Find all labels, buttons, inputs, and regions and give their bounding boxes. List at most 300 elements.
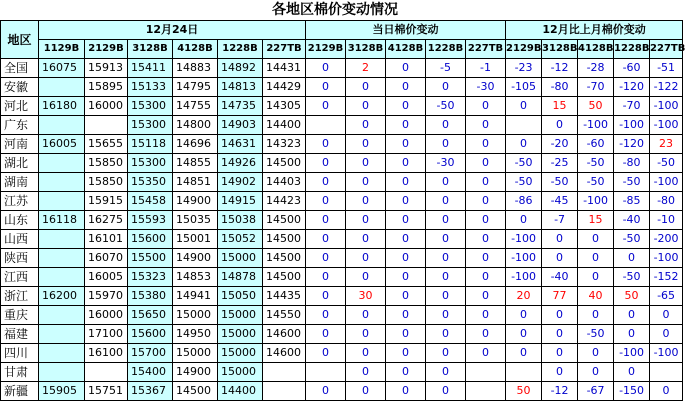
- price-cell: 14950: [173, 325, 218, 344]
- price-grade-header: 4128B: [173, 40, 218, 59]
- price-grade-header: 2129B: [85, 40, 128, 59]
- price-cell: 14631: [218, 135, 263, 154]
- daily-grade-header: 227TB: [466, 40, 506, 59]
- table-row: [1, 97, 683, 116]
- daily-change-cell: -30: [426, 154, 466, 173]
- monthly-change-cell: -40: [542, 268, 578, 287]
- monthly-change-cell: 0: [578, 363, 614, 382]
- monthly-change-cell: 0: [614, 249, 650, 268]
- monthly-change-cell: -20: [542, 135, 578, 154]
- table-row: [1, 173, 683, 192]
- daily-change-cell: -1: [466, 59, 506, 78]
- monthly-change-cell: 0: [542, 306, 578, 325]
- monthly-change-cell: 0: [578, 344, 614, 363]
- price-cell: 15052: [218, 230, 263, 249]
- price-grade-header: 3128B: [128, 40, 173, 59]
- monthly-grade-header: 1228B: [614, 40, 650, 59]
- price-cell: 16101: [85, 230, 128, 249]
- price-cell: 14900: [173, 192, 218, 211]
- price-cell: 15650: [128, 306, 173, 325]
- table-row: [1, 116, 683, 135]
- monthly-change-cell: -50: [506, 154, 542, 173]
- region-cell: 四川: [1, 344, 39, 363]
- daily-change-cell: 0: [386, 173, 426, 192]
- price-cell: 14431: [263, 59, 306, 78]
- region-cell: 福建: [1, 325, 39, 344]
- monthly-change-cell: 0: [614, 363, 650, 382]
- daily-change-cell: 0: [426, 268, 466, 287]
- price-cell: [85, 363, 128, 382]
- table-row: [1, 325, 683, 344]
- monthly-change-cell: -100: [650, 97, 683, 116]
- price-cell: 16000: [85, 97, 128, 116]
- price-cell: [39, 230, 85, 249]
- daily-change-cell: 0: [346, 116, 386, 135]
- table-row: [1, 363, 683, 382]
- price-cell: 15905: [39, 382, 85, 401]
- monthly-change-cell: -40: [614, 211, 650, 230]
- monthly-change-cell: 0: [578, 268, 614, 287]
- daily-change-cell: -30: [466, 78, 506, 97]
- daily-change-cell: 0: [386, 363, 426, 382]
- daily-change-cell: 0: [426, 116, 466, 135]
- daily-change-cell: 0: [346, 344, 386, 363]
- region-cell: 山西: [1, 230, 39, 249]
- price-cell: 15600: [128, 230, 173, 249]
- price-cell: 15593: [128, 211, 173, 230]
- monthly-change-cell: -65: [650, 287, 683, 306]
- daily-change-cell: 0: [466, 97, 506, 116]
- monthly-change-cell: -100: [506, 230, 542, 249]
- monthly-change-cell: -100: [614, 344, 650, 363]
- price-cell: 15000: [173, 306, 218, 325]
- daily-change-cell: 0: [426, 325, 466, 344]
- price-cell: 15655: [85, 135, 128, 154]
- monthly-change-cell: -150: [614, 382, 650, 401]
- region-header: 地区: [1, 21, 39, 59]
- price-cell: 15400: [128, 363, 173, 382]
- daily-change-cell: 0: [346, 363, 386, 382]
- monthly-grade-header: 227TB: [650, 40, 683, 59]
- daily-change-cell: 0: [386, 344, 426, 363]
- monthly-change-cell: -100: [650, 249, 683, 268]
- price-cell: 14900: [173, 363, 218, 382]
- monthly-change-cell: -50: [542, 173, 578, 192]
- monthly-change-cell: -80: [542, 78, 578, 97]
- daily-change-cell: 0: [426, 173, 466, 192]
- monthly-change-cell: -23: [506, 59, 542, 78]
- daily-change-cell: 0: [386, 211, 426, 230]
- monthly-change-cell: -100: [506, 249, 542, 268]
- price-cell: 16005: [85, 268, 128, 287]
- daily-change-cell: 0: [346, 249, 386, 268]
- monthly-change-cell: 0: [578, 249, 614, 268]
- daily-change-cell: 0: [386, 154, 426, 173]
- monthly-change-cell: -67: [578, 382, 614, 401]
- monthly-change-cell: 0: [542, 116, 578, 135]
- daily-change-cell: 0: [466, 116, 506, 135]
- price-cell: 16180: [39, 97, 85, 116]
- table-row: [1, 135, 683, 154]
- monthly-change-cell: -80: [650, 192, 683, 211]
- monthly-change-cell: 0: [506, 97, 542, 116]
- region-cell: 湖南: [1, 173, 39, 192]
- table-row: [1, 78, 683, 97]
- monthly-change-cell: -120: [614, 135, 650, 154]
- monthly-grade-header: 3128B: [542, 40, 578, 59]
- price-cell: 14429: [263, 78, 306, 97]
- monthly-change-cell: 15: [578, 211, 614, 230]
- daily-change-cell: 0: [306, 268, 346, 287]
- price-cell: 15350: [128, 173, 173, 192]
- daily-change-cell: 0: [466, 249, 506, 268]
- price-cell: 15300: [128, 116, 173, 135]
- price-cell: 15000: [218, 344, 263, 363]
- price-cell: 15323: [128, 268, 173, 287]
- table-row: [1, 192, 683, 211]
- price-cell: 15000: [218, 325, 263, 344]
- region-cell: 重庆: [1, 306, 39, 325]
- daily-change-cell: 0: [346, 325, 386, 344]
- monthly-change-cell: -100: [650, 173, 683, 192]
- price-cell: 16005: [39, 135, 85, 154]
- monthly-change-cell: 0: [506, 306, 542, 325]
- price-cell: 16275: [85, 211, 128, 230]
- price-cell: [39, 306, 85, 325]
- price-cell: 14323: [263, 135, 306, 154]
- price-cell: 15915: [85, 192, 128, 211]
- price-cell: 15700: [128, 344, 173, 363]
- daily-change-cell: 0: [426, 306, 466, 325]
- monthly-change-cell: 77: [542, 287, 578, 306]
- daily-change-cell: 0: [306, 59, 346, 78]
- monthly-change-cell: 0: [506, 211, 542, 230]
- price-cell: [39, 192, 85, 211]
- monthly-change-cell: [506, 116, 542, 135]
- price-cell: 14795: [173, 78, 218, 97]
- table-row: [1, 306, 683, 325]
- daily-change-cell: 0: [386, 59, 426, 78]
- monthly-change-cell: 15: [542, 97, 578, 116]
- daily-change-cell: [466, 382, 506, 401]
- price-cell: 14600: [263, 325, 306, 344]
- monthly-change-cell: [506, 363, 542, 382]
- monthly-change-cell: 0: [542, 363, 578, 382]
- monthly-change-cell: -50: [578, 154, 614, 173]
- daily-change-cell: 0: [306, 154, 346, 173]
- table-body: [1, 59, 683, 401]
- price-cell: 14400: [263, 116, 306, 135]
- monthly-change-cell: -45: [542, 192, 578, 211]
- price-cell: 14400: [218, 382, 263, 401]
- price-cell: [39, 325, 85, 344]
- price-cell: [39, 249, 85, 268]
- daily-change-cell: 0: [306, 173, 346, 192]
- price-cell: [39, 268, 85, 287]
- daily-change-cell: 0: [426, 211, 466, 230]
- page-title: 各地区棉价变动情况: [272, 2, 398, 18]
- price-cell: 14550: [263, 306, 306, 325]
- price-cell: 16000: [85, 306, 128, 325]
- daily-change-cell: 0: [466, 135, 506, 154]
- price-cell: [263, 363, 306, 382]
- monthly-change-cell: -100: [614, 116, 650, 135]
- daily-change-cell: 0: [346, 211, 386, 230]
- daily-change-cell: [466, 363, 506, 382]
- price-cell: [39, 116, 85, 135]
- monthly-change-cell: 0: [578, 230, 614, 249]
- price-cell: [39, 173, 85, 192]
- monthly-change-cell: 40: [578, 287, 614, 306]
- monthly-change-cell: 0: [542, 230, 578, 249]
- daily-change-cell: 0: [426, 249, 466, 268]
- monthly-change-cell: -100: [650, 116, 683, 135]
- monthly-change-cell: [650, 363, 683, 382]
- price-cell: [263, 382, 306, 401]
- monthly-change-cell: -50: [506, 173, 542, 192]
- daily-change-cell: 0: [306, 287, 346, 306]
- header-row-grades: [1, 40, 683, 59]
- monthly-change-cell: -100: [650, 344, 683, 363]
- daily-change-cell: 0: [466, 287, 506, 306]
- daily-grade-header: 4128B: [386, 40, 426, 59]
- price-cell: 15850: [85, 154, 128, 173]
- daily-change-cell: 0: [306, 325, 346, 344]
- monthly-change-cell: -70: [614, 97, 650, 116]
- monthly-change-cell: -105: [506, 78, 542, 97]
- price-cell: 15000: [173, 344, 218, 363]
- table-row: [1, 287, 683, 306]
- price-cell: 14900: [173, 249, 218, 268]
- price-cell: 14903: [218, 116, 263, 135]
- price-cell: 15913: [85, 59, 128, 78]
- monthly-change-cell: -10: [650, 211, 683, 230]
- monthly-change-cell: -50: [650, 154, 683, 173]
- header-row-groups: [1, 21, 683, 40]
- monthly-change-cell: -152: [650, 268, 683, 287]
- monthly-change-cell: -50: [578, 325, 614, 344]
- price-grade-header: 227TB: [263, 40, 306, 59]
- monthly-grade-header: 2129B: [506, 40, 542, 59]
- price-cell: 14305: [263, 97, 306, 116]
- daily-change-cell: 0: [306, 97, 346, 116]
- daily-grade-header: 1228B: [426, 40, 466, 59]
- daily-change-cell: 0: [466, 192, 506, 211]
- monthly-change-cell: -7: [542, 211, 578, 230]
- daily-change-cell: 0: [346, 135, 386, 154]
- daily-change-cell: -50: [426, 97, 466, 116]
- daily-change-cell: 0: [386, 249, 426, 268]
- daily-change-cell: 0: [306, 230, 346, 249]
- monthly-change-cell: 0: [614, 325, 650, 344]
- daily-change-cell: 0: [386, 306, 426, 325]
- monthly-change-cell: 23: [650, 135, 683, 154]
- monthly-change-cell: 0: [542, 344, 578, 363]
- daily-change-cell: 0: [386, 268, 426, 287]
- monthly-change-cell: 50: [578, 97, 614, 116]
- price-cell: 16075: [39, 59, 85, 78]
- price-cell: 14813: [218, 78, 263, 97]
- price-cell: 16200: [39, 287, 85, 306]
- daily-change-cell: 0: [306, 192, 346, 211]
- monthly-change-cell: 0: [542, 325, 578, 344]
- region-cell: 甘肃: [1, 363, 39, 382]
- monthly-change-cell: -86: [506, 192, 542, 211]
- monthly-change-cell: -120: [614, 78, 650, 97]
- monthly-change-cell: -50: [614, 268, 650, 287]
- region-cell: 山东: [1, 211, 39, 230]
- daily-change-cell: 0: [386, 287, 426, 306]
- daily-change-cell: [306, 363, 346, 382]
- price-cell: 14435: [263, 287, 306, 306]
- price-cell: 14915: [218, 192, 263, 211]
- monthly-change-cell: -12: [542, 59, 578, 78]
- price-cell: 15000: [218, 363, 263, 382]
- daily-change-cell: 0: [346, 382, 386, 401]
- daily-change-cell: 0: [306, 211, 346, 230]
- table-row: [1, 268, 683, 287]
- daily-change-cell: 0: [346, 230, 386, 249]
- price-cell: 14878: [218, 268, 263, 287]
- monthly-change-cell: -50: [578, 173, 614, 192]
- monthly-change-cell: -70: [578, 78, 614, 97]
- monthly-change-cell: -25: [542, 154, 578, 173]
- price-cell: 14941: [173, 287, 218, 306]
- monthly-change-cell: -100: [578, 192, 614, 211]
- price-cell: 14500: [263, 249, 306, 268]
- price-grade-header: 1129B: [39, 40, 85, 59]
- daily-change-cell: 0: [466, 268, 506, 287]
- monthly-grade-header: 4128B: [578, 40, 614, 59]
- price-cell: 15300: [128, 97, 173, 116]
- monthly-change-cell: 0: [506, 344, 542, 363]
- price-cell: 14403: [263, 173, 306, 192]
- monthly-change-cell: 50: [506, 382, 542, 401]
- daily-change-cell: 0: [466, 344, 506, 363]
- monthly-change-cell: -200: [650, 230, 683, 249]
- group-header-daily-change: 当日棉价变动: [306, 21, 506, 40]
- daily-change-cell: 0: [386, 325, 426, 344]
- price-cell: 16100: [85, 344, 128, 363]
- daily-change-cell: 0: [466, 306, 506, 325]
- daily-change-cell: 0: [306, 135, 346, 154]
- daily-change-cell: 0: [426, 363, 466, 382]
- daily-change-cell: 0: [386, 97, 426, 116]
- daily-change-cell: 0: [346, 78, 386, 97]
- price-cell: 15411: [128, 59, 173, 78]
- monthly-change-cell: -12: [542, 382, 578, 401]
- daily-change-cell: 0: [306, 78, 346, 97]
- price-cell: 14500: [263, 211, 306, 230]
- price-cell: 16118: [39, 211, 85, 230]
- price-cell: 15458: [128, 192, 173, 211]
- daily-change-cell: 0: [426, 192, 466, 211]
- daily-change-cell: 0: [466, 325, 506, 344]
- price-cell: 15895: [85, 78, 128, 97]
- price-cell: 14500: [263, 154, 306, 173]
- price-cell: 15038: [218, 211, 263, 230]
- region-cell: 湖北: [1, 154, 39, 173]
- price-cell: 14500: [263, 268, 306, 287]
- daily-change-cell: 0: [386, 135, 426, 154]
- price-cell: 15500: [128, 249, 173, 268]
- monthly-change-cell: -60: [614, 59, 650, 78]
- daily-change-cell: 0: [386, 382, 426, 401]
- daily-change-cell: 0: [306, 249, 346, 268]
- price-cell: [39, 78, 85, 97]
- daily-change-cell: 30: [346, 287, 386, 306]
- monthly-change-cell: 50: [614, 287, 650, 306]
- table-row: [1, 382, 683, 401]
- price-cell: 15035: [173, 211, 218, 230]
- price-cell: 14696: [173, 135, 218, 154]
- monthly-change-cell: 0: [578, 306, 614, 325]
- daily-change-cell: 0: [426, 230, 466, 249]
- price-cell: 14851: [173, 173, 218, 192]
- daily-grade-header: 3128B: [346, 40, 386, 59]
- region-cell: 河北: [1, 97, 39, 116]
- region-cell: 浙江: [1, 287, 39, 306]
- price-cell: [39, 154, 85, 173]
- table-row: [1, 249, 683, 268]
- daily-change-cell: 0: [386, 116, 426, 135]
- monthly-change-cell: -80: [614, 154, 650, 173]
- price-cell: 15970: [85, 287, 128, 306]
- monthly-change-cell: 0: [650, 306, 683, 325]
- daily-change-cell: [306, 116, 346, 135]
- price-cell: [39, 363, 85, 382]
- monthly-change-cell: -122: [650, 78, 683, 97]
- price-cell: 14500: [173, 382, 218, 401]
- price-grade-header: 1228B: [218, 40, 263, 59]
- daily-change-cell: 2: [346, 59, 386, 78]
- monthly-change-cell: 0: [506, 135, 542, 154]
- daily-change-cell: 0: [386, 230, 426, 249]
- monthly-change-cell: 0: [506, 325, 542, 344]
- region-cell: 全国: [1, 59, 39, 78]
- region-cell: 陕西: [1, 249, 39, 268]
- table-row: [1, 344, 683, 363]
- daily-change-cell: 0: [386, 78, 426, 97]
- price-cell: 15850: [85, 173, 128, 192]
- daily-change-cell: 0: [346, 268, 386, 287]
- region-cell: 广东: [1, 116, 39, 135]
- daily-change-cell: 0: [346, 306, 386, 325]
- daily-change-cell: 0: [466, 154, 506, 173]
- monthly-change-cell: -60: [578, 135, 614, 154]
- monthly-change-cell: -50: [614, 230, 650, 249]
- daily-change-cell: 0: [466, 211, 506, 230]
- price-cell: 15000: [218, 249, 263, 268]
- daily-change-cell: 0: [466, 230, 506, 249]
- price-cell: 15367: [128, 382, 173, 401]
- daily-change-cell: 0: [346, 192, 386, 211]
- daily-change-cell: 0: [346, 97, 386, 116]
- price-cell: 15600: [128, 325, 173, 344]
- daily-change-cell: 0: [306, 306, 346, 325]
- price-cell: 14853: [173, 268, 218, 287]
- daily-change-cell: 0: [426, 287, 466, 306]
- table-row: [1, 230, 683, 249]
- region-cell: 河南: [1, 135, 39, 154]
- table-row: [1, 154, 683, 173]
- daily-change-cell: 0: [426, 78, 466, 97]
- daily-change-cell: 0: [426, 344, 466, 363]
- price-cell: 14735: [218, 97, 263, 116]
- price-cell: 15133: [128, 78, 173, 97]
- price-cell: 14902: [218, 173, 263, 192]
- region-cell: 新疆: [1, 382, 39, 401]
